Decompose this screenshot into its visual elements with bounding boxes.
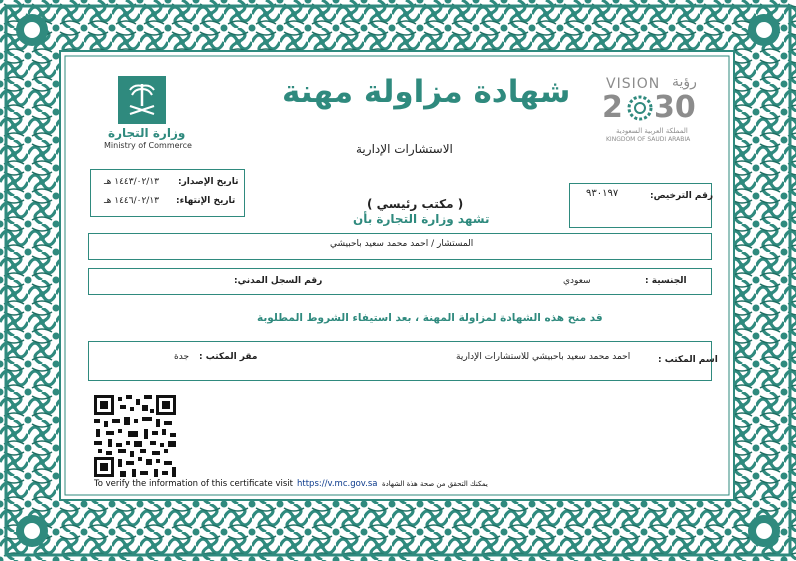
ministry-name-ar: وزارة التجارة	[108, 126, 186, 140]
civil-record-label: رقم السجل المدني:	[234, 276, 323, 286]
vision-country-en: KINGDOM OF SAUDI ARABIA	[606, 136, 691, 143]
nationality-box	[88, 268, 712, 295]
ministry-name-en: Ministry of Commerce	[104, 141, 192, 150]
office-name-label: اسم المكتب :	[658, 355, 718, 365]
nationality-value: سعودي	[563, 276, 591, 286]
vision-zero-icon	[626, 94, 654, 122]
expiry-date-value: ١٤٤٦/٠٢/١٣ هـ	[104, 196, 159, 206]
vision-word: VISION	[606, 76, 661, 92]
office-type: ( مكتب رئيسي )	[367, 197, 464, 211]
vision-country-ar: المملكة العربية السعودية	[616, 127, 688, 135]
office-hq-value: جدة	[174, 352, 190, 362]
license-number-label: رقم الترخيص:	[650, 191, 714, 201]
ministry-logo	[118, 76, 166, 124]
holder-name: المستشار / احمد محمد سعيد باحبيشي	[330, 239, 474, 249]
vision-2030-logo	[602, 74, 712, 146]
vision-arabic: رؤية	[672, 74, 697, 90]
issue-date-label: تاريخ الإصدار:	[178, 177, 239, 187]
office-name-value: احمد محمد سعيد باحبيشي للاستشارات الإدارية	[456, 352, 631, 362]
qr-code[interactable]	[94, 395, 176, 477]
verify-ar-text: يمكنك التحقق من صحة هذة الشهادة	[382, 480, 488, 488]
nationality-label: الجنسية :	[645, 276, 687, 286]
verify-link[interactable]: https://v.mc.gov.sa	[297, 479, 378, 489]
vision-year-30: 30	[654, 90, 696, 125]
vision-year-2: 2	[602, 90, 623, 125]
office-hq-label: مقر المكتب :	[199, 352, 258, 362]
verify-en-text: To verify the information of this certificate visit	[94, 479, 293, 489]
attestation-text: تشهد وزارة التجارة بأن	[353, 212, 490, 226]
palm-swords-emblem-icon	[118, 76, 166, 124]
grant-statement: قد منح هذه الشهادة لمزاولة المهنة ، بعد استيفاء الشروط المطلوبة	[257, 312, 603, 324]
expiry-date-label: تاريخ الإنتهاء:	[176, 196, 236, 206]
profession-subtitle: الاستشارات الإدارية	[356, 142, 453, 156]
license-number-value: ٩٣٠١٩٧	[586, 188, 619, 199]
certificate-title: شهادة مزاولة مهنة	[282, 74, 571, 110]
issue-date-value: ١٤٤٣/٠٢/١٣ هـ	[104, 177, 159, 187]
